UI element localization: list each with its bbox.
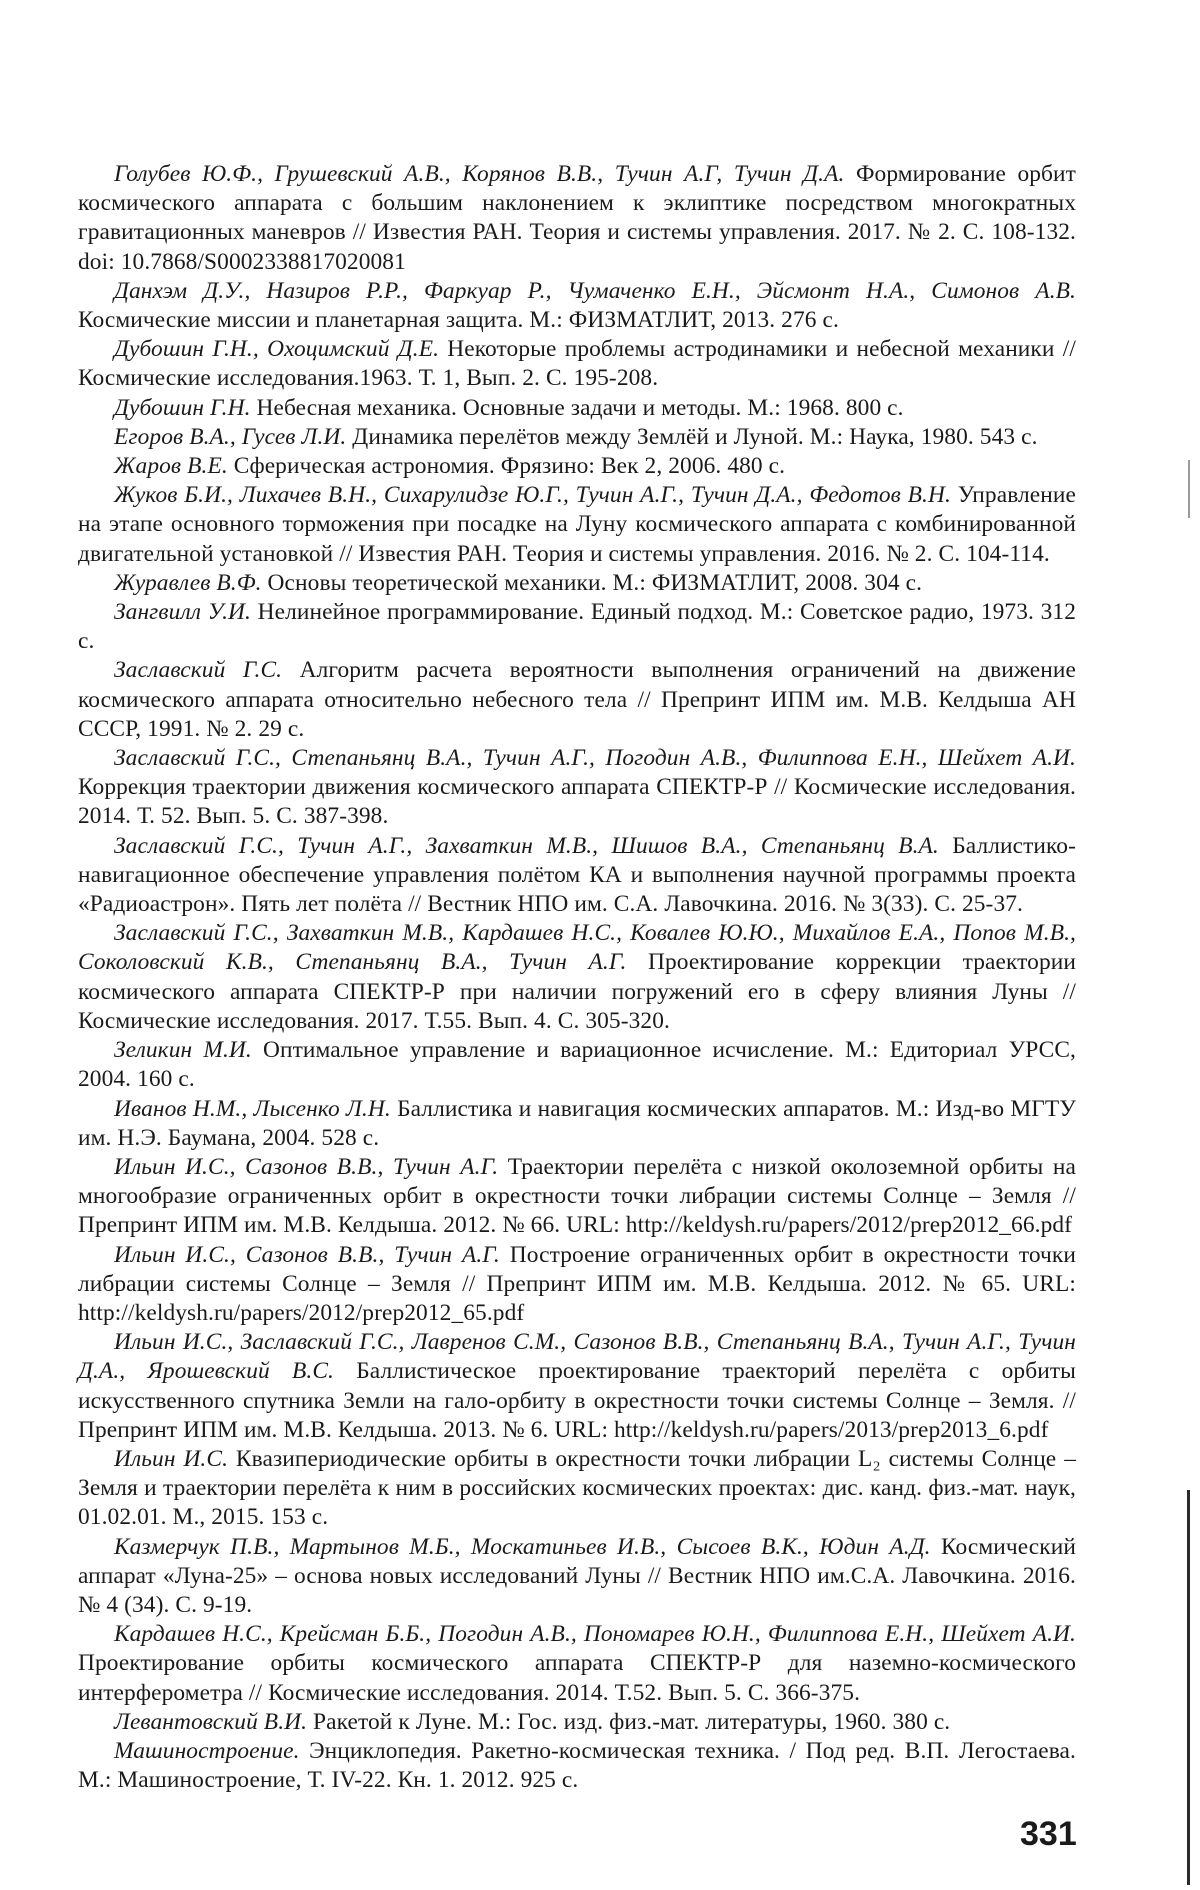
reference-text: Построение ограниченных орбит в окрестности точки либрации системы Солнце – Земля // Препринт ИПМ им. М.В. Келдыша. 2012. № 65. URL: http://keldysh.ru/papers/2012/prep2012_65.pdf [78,1241,1076,1326]
reference-authors: Ильин И.С. [114,1445,229,1472]
reference-entry [78,394,1076,423]
reference-text: Квазипериодические орбиты в окрестности точки либрации L₂ системы Солнце – Земля и траектории перелёта к ним в российских космических проектах: дис. канд. физ.-мат. наук, 01.02.01. М., 2015. 153 с. [78,1445,1076,1531]
reference-list [78,160,1076,1795]
reference-entry [78,1737,1076,1795]
reference-authors: Ильин И.С., Заславский Г.С., Лавренов С.М., Сазонов В.В., Степаньянц В.А., Тучин А.Г., Тучин Д.А., Ярошевский В.С. [78,1329,1076,1385]
reference-authors: Дубошин Г.Н., Охоцимский Д.Е. [114,336,440,363]
reference-text: Алгоритм расчета вероятности выполнения ограничений на движение космического аппарата относительно небесного тела // Препринт ИПМ им. М.В. Келдыша АН СССР, 1991. № 2. 29 с. [78,657,1076,742]
reference-text: Энциклопедия. Ракетно-космическая техника. / Под ред. В.П. Легостаева. М.: Машиностроение, Т. IV-22. Кн. 1. 2012. 925 с. [78,1737,1076,1794]
reference-entry [78,160,1076,277]
reference-entry [78,832,1076,920]
reference-entry [78,1328,1076,1445]
reference-authors: Зангвилл У.И. [114,599,251,626]
reference-authors: Ильин И.С., Сазонов В.В., Тучин А.Г. [114,1241,500,1268]
reference-authors: Зеликин М.И. [114,1037,252,1064]
reference-authors: Казмерчук П.В., Мартынов М.Б., Москатиньев И.В., Сысоев В.К., Юдин А.Д. [114,1533,931,1560]
reference-entry [78,656,1076,744]
reference-entry [78,1445,1076,1533]
reference-authors: Заславский Г.С., Тучин А.Г., Захваткин М.В., Шишов В.А., Степаньянц В.А. [114,832,939,859]
reference-text: Траектории перелёта с низкой околоземной орбиты на многообразие ограниченных орбит в окрестности точки либрации системы Солнце – Земля // Препринт ИПМ им. М.В. Келдыша. 2012. № 66. URL: http://keldysh.ru/papers/2012/prep2012_66.pdf [78,1153,1076,1239]
reference-authors: Заславский Г.С., Степаньянц В.А., Тучин А.Г., Погодин А.В., Филиппова Е.Н., Шейхет А.И. [114,745,1076,772]
reference-authors: Заславский Г.С. [114,657,283,684]
reference-text: Проектирование коррекции траектории космического аппарата СПЕКТР-Р при наличии погружений его в сферу влияния Луны // Космические исследования. 2017. Т.55. Вып. 4. С. 305-320. [78,949,1076,1034]
reference-text: Баллистическое проектирование траекторий перелёта с орбиты искусственного спутника Земли на гало-орбиту в окрестности точки системы Солнце – Земля. // Препринт ИПМ им. М.В. Келдыша. 2013. № 6. URL: http://keldysh.ru/papers/2013/prep2013_6.pdf [78,1358,1076,1443]
reference-authors: Ильин И.С., Сазонов В.В., Тучин А.Г. [114,1153,499,1180]
reference-text: Космический аппарат «Луна-25» – основа новых исследований Луны // Вестник НПО им.С.А. Лавочкина. 2016. № 4 (34). С. 9-19. [78,1533,1076,1618]
reference-authors: Машиностроение. [114,1737,300,1764]
reference-text: Основы теоретической механики. М.: ФИЗМАТЛИТ, 2008. 304 с. [261,569,923,596]
reference-text: Небесная механика. Основные задачи и методы. М.: 1968. 800 с. [250,394,904,421]
reference-text: Ракетой к Луне. М.: Гос. изд. физ.-мат. литературы, 1960. 380 с. [307,1708,951,1735]
reference-authors: Кардашев Н.С., Крейсман Б.Б., Погодин А.В., Пономарев Ю.Н., Филиппова Е.Н., Шейхет А.И. [114,1621,1076,1648]
reference-authors: Жаров В.Е. [114,453,228,480]
reference-text: Космические миссии и планетарная защита. М.: ФИЗМАТЛИТ, 2013. 276 с. [78,307,839,334]
reference-entry [78,1153,1076,1241]
reference-authors: Дубошин Г.Н. [114,394,251,421]
reference-text: Баллистико-навигационное обеспечение управления полётом КА и выполнения научной программы проекта «Радиоастрон». Пять лет полёта // Вестник НПО им. С.А. Лавочкина. 2016. № 3(33). С. 25-37. [78,832,1076,918]
reference-entry [78,919,1076,1036]
reference-entry [78,1095,1076,1153]
reference-text: Коррекция траектории движения космического аппарата СПЕКТР-Р // Космические исследования. 2014. Т. 52. Вып. 5. С. 387-398. [78,774,1076,830]
reference-text: Сферическая астрономия. Фрязино: Век 2, 2006. 480 с. [227,453,786,480]
reference-entry [78,423,1076,452]
reference-entry [78,1708,1076,1737]
reference-authors: Жуков Б.И., Лихачев В.Н., Сихарулидзе Ю.Г., Тучин А.Г., Тучин Д.А., Федотов В.Н. [114,482,951,509]
reference-entry [78,1036,1076,1094]
reference-text: Формирование орбит космического аппарата с большим наклонением к эклиптике посредством многократных гравитационных маневров // Известия РАН. Теория и системы управления. 2017. № 2. С. 108-132. doi: 10.7868/S0002338817020081 [78,161,1076,275]
reference-text: Некоторые проблемы астродинамики и небесной механики // Космические исследования.1963. Т. 1, Вып. 2. С. 195-208. [78,336,1076,392]
reference-authors: Егоров В.А., Гусев Л.И. [114,423,347,450]
reference-entry [78,598,1076,656]
reference-text: Динамика перелётов между Землёй и Луной. М.: Наука, 1980. 543 с. [346,423,1038,450]
reference-text: Управление на этапе основного торможения при посадке на Луну космического аппарата с комбинированной двигательной установкой // Известия РАН. Теория и системы управления. 2016. № 2. С. 104-114. [78,482,1076,567]
reference-entry [78,1620,1076,1708]
scan-edge-mark [1187,1490,1190,1885]
reference-authors: Данхэм Д.У., Назиров Р.Р., Фаркуар Р., Чумаченко Е.Н., Эйсмонт Н.А., Симонов А.В. [114,277,1076,304]
reference-entry [78,1241,1076,1329]
reference-entry [78,335,1076,393]
page-number: 331 [1020,1815,1077,1853]
reference-entry [78,452,1076,481]
scan-edge-mark [1188,460,1190,518]
reference-text: Баллистика и навигация космических аппаратов. М.: Изд-во МГТУ им. Н.Э. Баумана, 2004. 528 с. [78,1095,1076,1151]
reference-authors: Иванов Н.М., Лысенко Л.Н. [114,1095,391,1122]
reference-entry [78,744,1076,832]
reference-text: Нелинейное программирование. Единый подход. М.: Советское радио, 1973. 312 с. [78,599,1076,655]
reference-text: Проектирование орбиты космического аппарата СПЕКТР-Р для наземно-космического интерферометра // Космические исследования. 2014. Т.52. Вып. 5. С. 366-375. [78,1650,1076,1706]
reference-authors: Журавлев В.Ф. [114,569,262,596]
reference-authors: Левантовский В.И. [114,1708,308,1735]
reference-entry [78,569,1076,598]
reference-authors: Заславский Г.С., Захваткин М.В., Кардашев Н.С., Ковалев Ю.Ю., Михайлов Е.А., Попов М.В., Соколовский К.В., Степаньянц В.А., Тучин А.Г. [78,920,1076,976]
reference-entry [78,277,1076,335]
reference-authors: Голубев Ю.Ф., Грушевский А.В., Корянов В.В., Тучин А.Г, Тучин Д.А. [114,161,845,187]
reference-text: Оптимальное управление и вариационное исчисление. М.: Едиториал УРСС, 2004. 160 с. [78,1037,1076,1093]
reference-entry [78,1533,1076,1621]
reference-entry [78,481,1076,569]
